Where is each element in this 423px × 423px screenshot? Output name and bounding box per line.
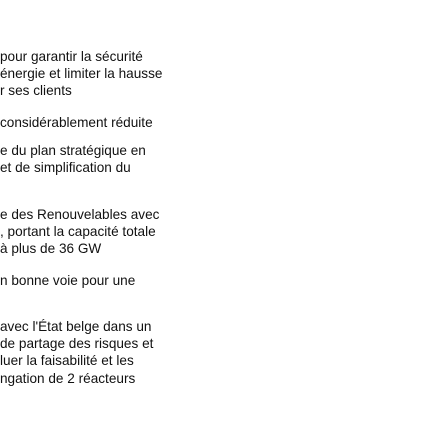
text-line: énergie et limiter la hausse [0,66,163,82]
text-line: et de simplification du [0,160,131,176]
text-line: e du plan stratégique en [0,143,146,158]
text-line: avec l'État belge dans un [0,319,152,334]
left-paragraph-renewables [0,206,193,258]
left-paragraph-strategic-plan [0,142,193,176]
left-paragraph-reduction [0,114,193,131]
left-paragraph-belgian-state [0,318,193,387]
text-line: n bonne voie pour une [0,273,136,288]
text-line: pour garantir la sécurité [0,49,143,64]
text-line: , portant la capacité totale [0,224,156,240]
text-line: luer la faisabilité et les [0,353,134,369]
text-line: considérablement réduite [0,115,153,130]
text-line: r ses clients [0,83,72,99]
text-line: e des Renouvelables avec [0,207,160,222]
text-line: ngation de 2 réacteurs [0,370,136,386]
text-line: à plus de 36 GW [0,241,102,257]
left-paragraph-on-track [0,272,193,289]
text-line: de partage des risques et [0,336,154,352]
left-paragraph-security [0,48,193,100]
